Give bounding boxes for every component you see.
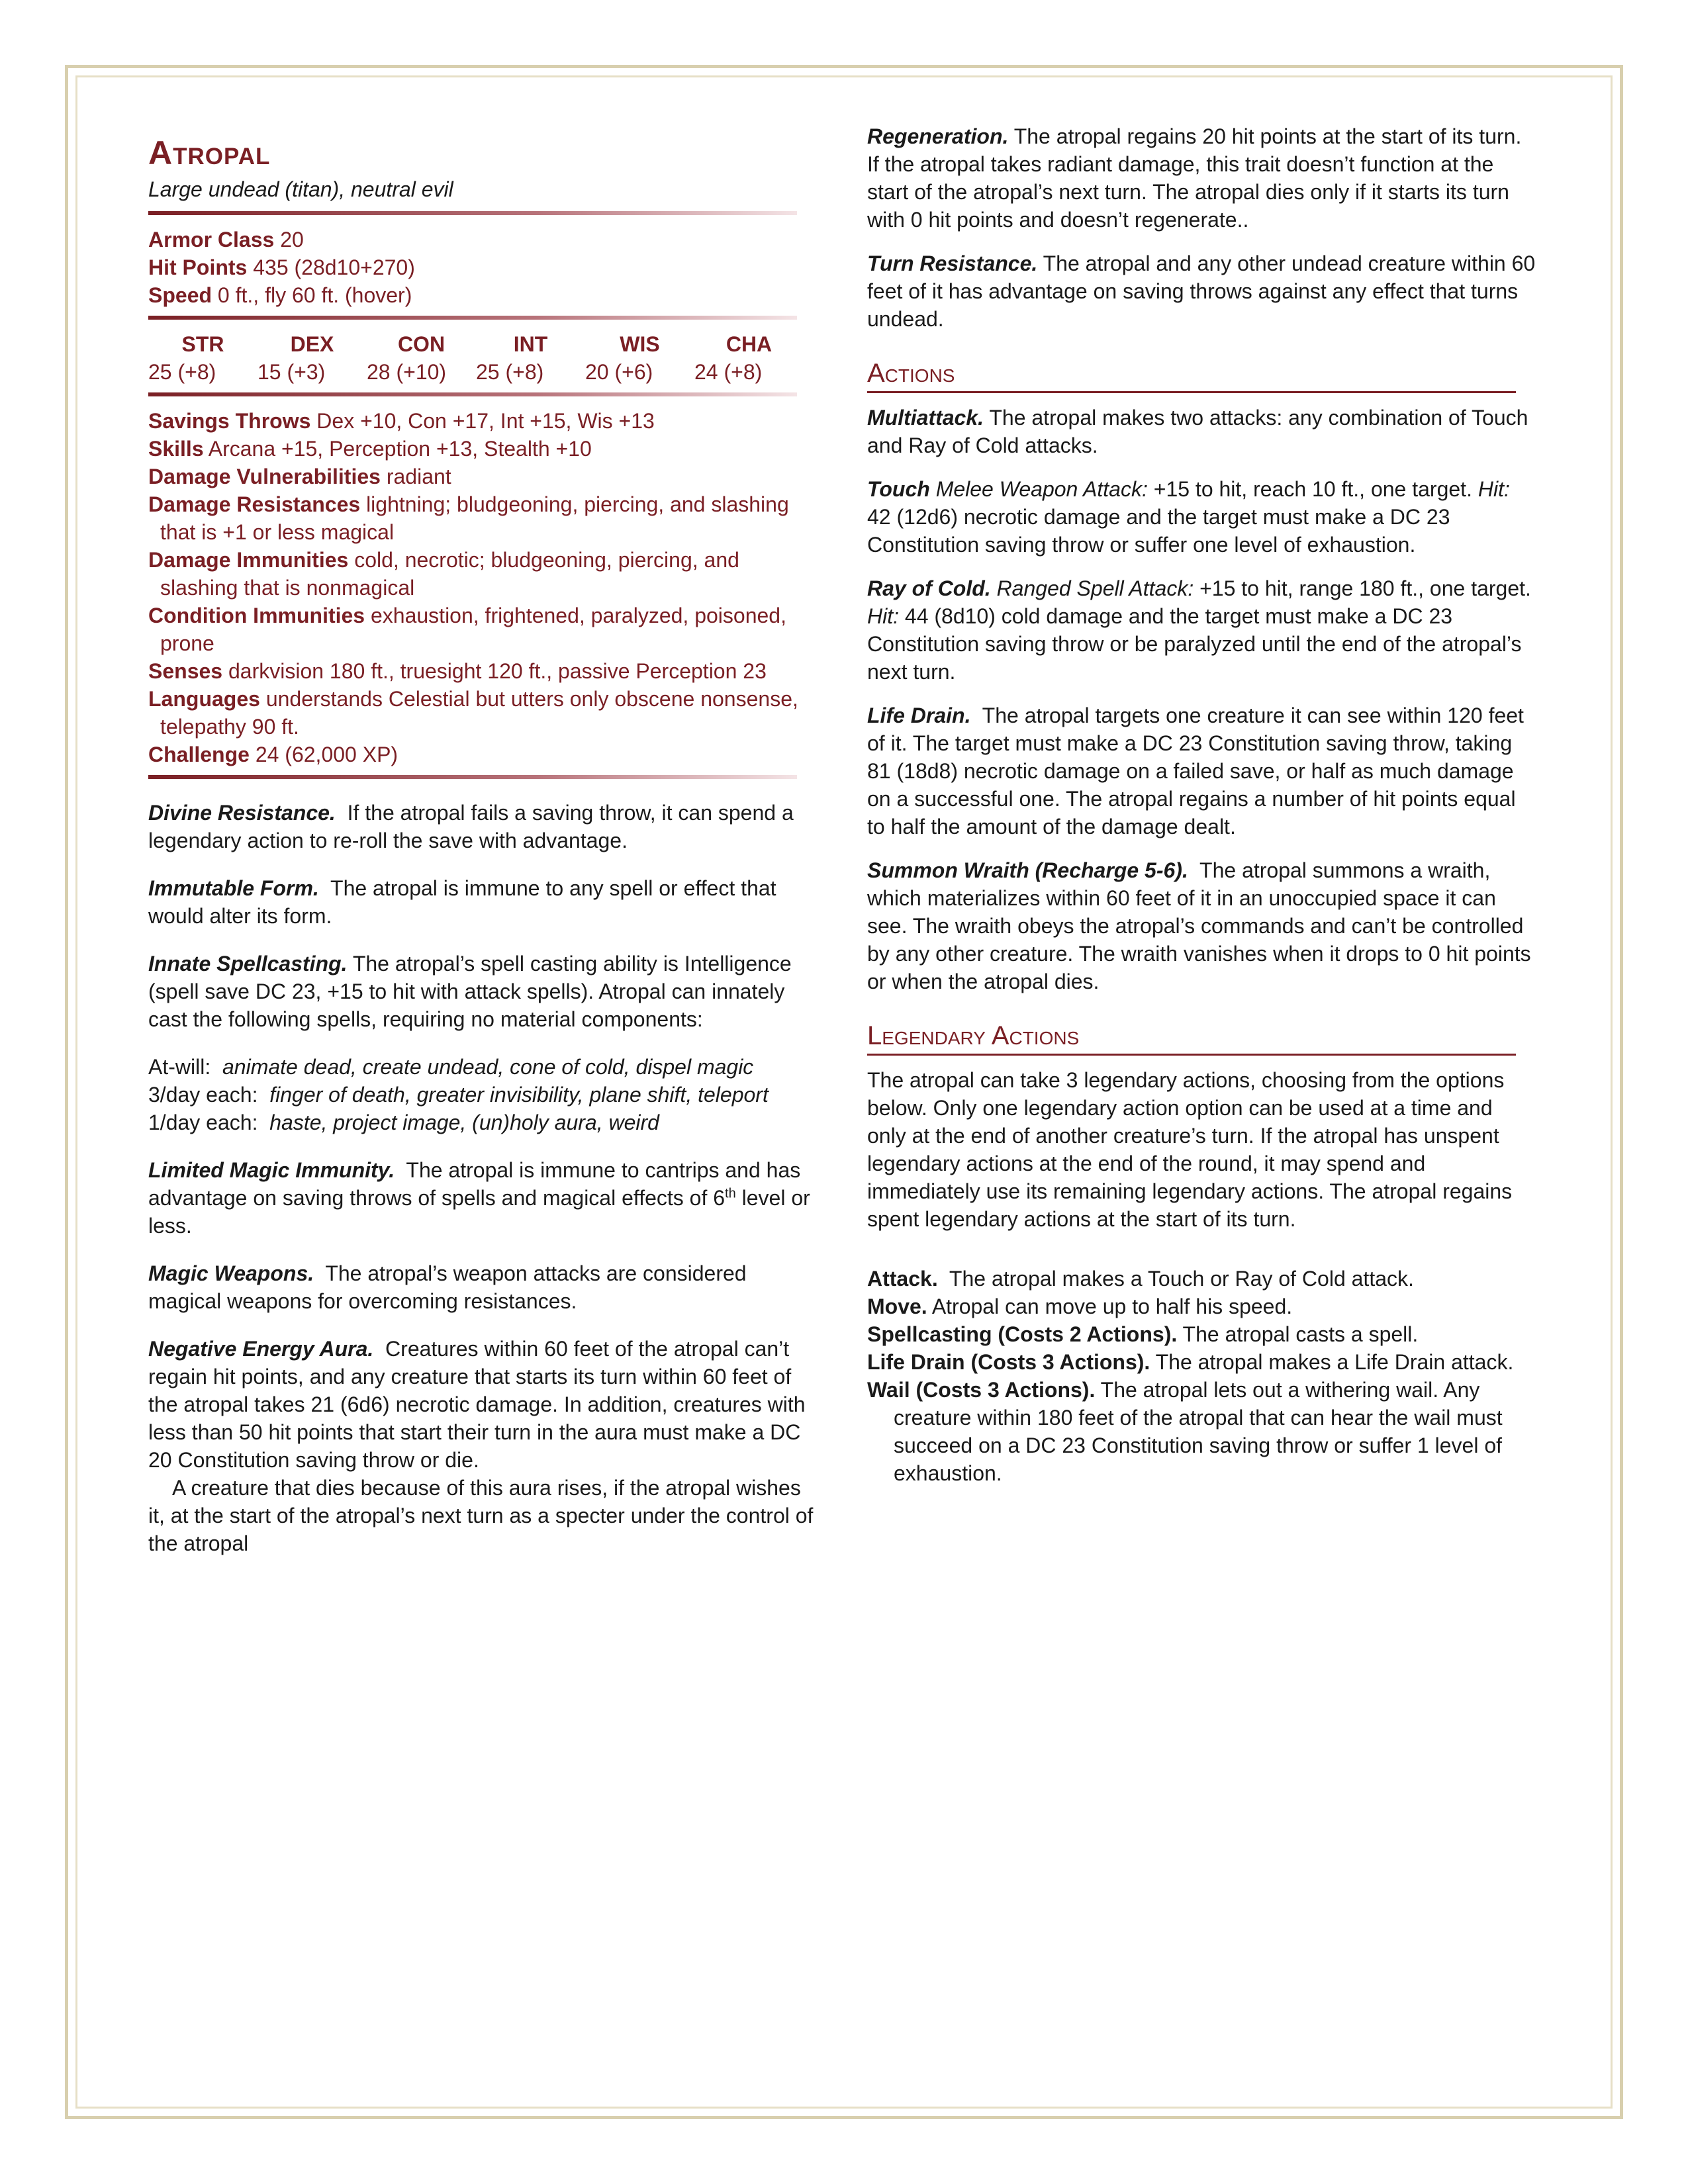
damage-resistances: Damage Resistances lightning; bludgeoning, piercing, and slashing that is +1 or less magical [148,492,789,544]
trait-turn-resistance: Turn Resistance. The atropal and any other undead creature within 60 feet of it has advantage on saving throws against any effect that turns undead. [867,251,1536,331]
legendary-wail: Wail (Costs 3 Actions). The atropal lets out a withering wail. Any creature within 180 feet of the atropal that can hear the wail must succeed on a DC 23 Constitution saving throw or suffer 1 level of exhaustion. [867,1378,1503,1485]
legendary-actions-heading: Legendary Actions [867,1019,1516,1056]
hit-points: Hit Points 435 (28d10+270) [148,255,415,279]
action-summon-wraith: Summon Wraith (Recharge 5-6). The atropal summons a wraith, which materializes within 60 feet of it in an unoccupied space it can see. The wraith obeys the atropal’s commands and can’t be controlled by any other creature. The wraith vanishes when it drops to 0 hit points or when the atropal dies. [867,858,1531,993]
legendary-life-drain: Life Drain (Costs 3 Actions). The atropal makes a Life Drain attack. [867,1350,1514,1374]
ability-name: INT [513,332,548,356]
legendary-intro: The atropal can take 3 legendary actions, choosing from the options below. Only one legendary action option can be used at a time and only at the end of another creature’s turn. If the atropal has unspent legendary actions at the end of the round, it may spend and immediately use its remaining legendary actions. The atropal regains spent legendary actions at the start of its turn. [867,1068,1513,1231]
ability-score: 15 (+3) [258,360,326,384]
ability-score: 20 (+6) [585,360,653,384]
actions-heading: Actions [867,357,1516,393]
action-life-drain: Life Drain. The atropal targets one creature it can see within 120 feet of it. The target must make a DC 23 Constitution saving throw, taking 81 (18d8) necrotic damage on a failed save, or half as much damage on a successful one. The atropal regains a number of hit points equal to half the amount of the damage dealt. [867,704,1524,839]
left-column [148,122,817,1557]
senses: Senses darkvision 180 ft., truesight 120 ft., passive Perception 23 [148,659,767,683]
armor-class: Armor Class 20 [148,228,304,251]
ability-score: 24 (+8) [694,360,763,384]
ability-score: 25 (+8) [148,360,216,384]
trait-divine-resistance: Divine Resistance. If the atropal fails a saving throw, it can spend a legendary action to re-roll the save with advantage. [148,801,794,852]
damage-vulnerabilities: Damage Vulnerabilities radiant [148,465,451,488]
legendary-attack: Attack. The atropal makes a Touch or Ray of Cold attack. [867,1267,1414,1291]
spells-1-day: 1/day each: haste, project image, (un)holy aura, weird [148,1111,659,1134]
trait-regeneration: Regeneration. The atropal regains 20 hit points at the start of its turn. If the atropal takes radiant damage, this trait doesn’t function at the start of the atropal’s next turn. The atropal dies only if it starts its turn with 0 hit points and doesn’t regenerate.. [867,124,1522,232]
speed: Speed 0 ft., fly 60 ft. (hover) [148,283,412,307]
languages: Languages understands Celestial but utters only obscene nonsense, telepathy 90 ft. [148,687,798,739]
monster-meta: Large undead (titan), neutral evil [148,177,453,201]
divider [148,316,797,320]
ability-score: 25 (+8) [476,360,544,384]
trait-magic-weapons: Magic Weapons. The atropal’s weapon attacks are considered magical weapons for overcoming resistances. [148,1261,747,1313]
ability-score: 28 (+10) [367,360,447,384]
legendary-spellcasting: Spellcasting (Costs 2 Actions). The atropal casts a spell. [867,1322,1419,1346]
ability-scores [148,330,817,386]
condition-immunities: Condition Immunities exhaustion, frightened, paralyzed, poisoned, prone [148,604,786,655]
skills: Skills Arcana +15, Perception +13, Stealth +10 [148,437,592,461]
spells-at-will: At-will: animate dead, create undead, cone of cold, dispel magic [148,1055,754,1079]
challenge: Challenge 24 (62,000 XP) [148,743,399,766]
action-touch: Touch Melee Weapon Attack: +15 to hit, reach 10 ft., one target. Hit: 42 (12d6) necrotic damage and the target must make a DC 23 Constitution saving throw or suffer one level of exhaustion. [867,477,1510,557]
ability-name: WIS [620,332,660,356]
ability-name: CHA [726,332,773,356]
right-column [867,122,1537,1487]
spell-list [148,1053,817,1136]
saving-throws: Savings Throws Dex +10, Con +17, Int +15, Wis +13 [148,409,655,433]
divider [148,392,797,396]
action-multiattack: Multiattack. The atropal makes two attacks: any combination of Touch and Ray of Cold attacks. [867,406,1528,457]
divider [148,775,797,779]
trait-negative-energy-aura: Negative Energy Aura. Creatures within 60 feet of the atropal can’t regain hit points, and any creature that starts its turn within 60 feet of the atropal takes 21 (6d6) necrotic damage. In addition, creatures with less than 50 hit points that start their turn in the aura must make a DC 20 Constitution saving throw or die. A creature that dies because of this aura rises, if the atropal wishes it, at the start of the atropal’s next turn as a specter under the control of the atropal [148,1337,814,1555]
action-ray-of-cold: Ray of Cold. Ranged Spell Attack: +15 to hit, range 180 ft., one target. Hit: 44 (8d10) cold damage and the target must make a DC 23 Constitution saving throw or be paralyzed until the end of the atropal’s next turn. [867,576,1531,684]
damage-immunities: Damage Immunities cold, necrotic; bludgeoning, piercing, and slashing that is nonmagical [148,548,739,600]
ability-name: CON [397,332,445,356]
monster-name: Atropal [148,134,271,171]
legendary-action-list [867,1265,1537,1487]
trait-immutable-form: Immutable Form. The atropal is immune to any spell or effect that would alter its form. [148,876,776,928]
trait-limited-magic-immunity: Limited Magic Immunity. The atropal is immune to cantrips and has advantage on saving throws of spells and magical effects of 6th level or less. [148,1158,810,1238]
divider [148,211,797,215]
legendary-move: Move. Atropal can move up to half his speed. [867,1295,1293,1318]
trait-innate-spellcasting: Innate Spellcasting. The atropal’s spell casting ability is Intelligence (spell save DC 23, +15 to hit with attack spells). Atropal can innately cast the following spells, requiring no material components: [148,952,792,1031]
ability-name: DEX [290,332,334,356]
spells-3-day: 3/day each: finger of death, greater invisibility, plane shift, teleport [148,1083,769,1107]
ability-name: STR [181,332,224,356]
